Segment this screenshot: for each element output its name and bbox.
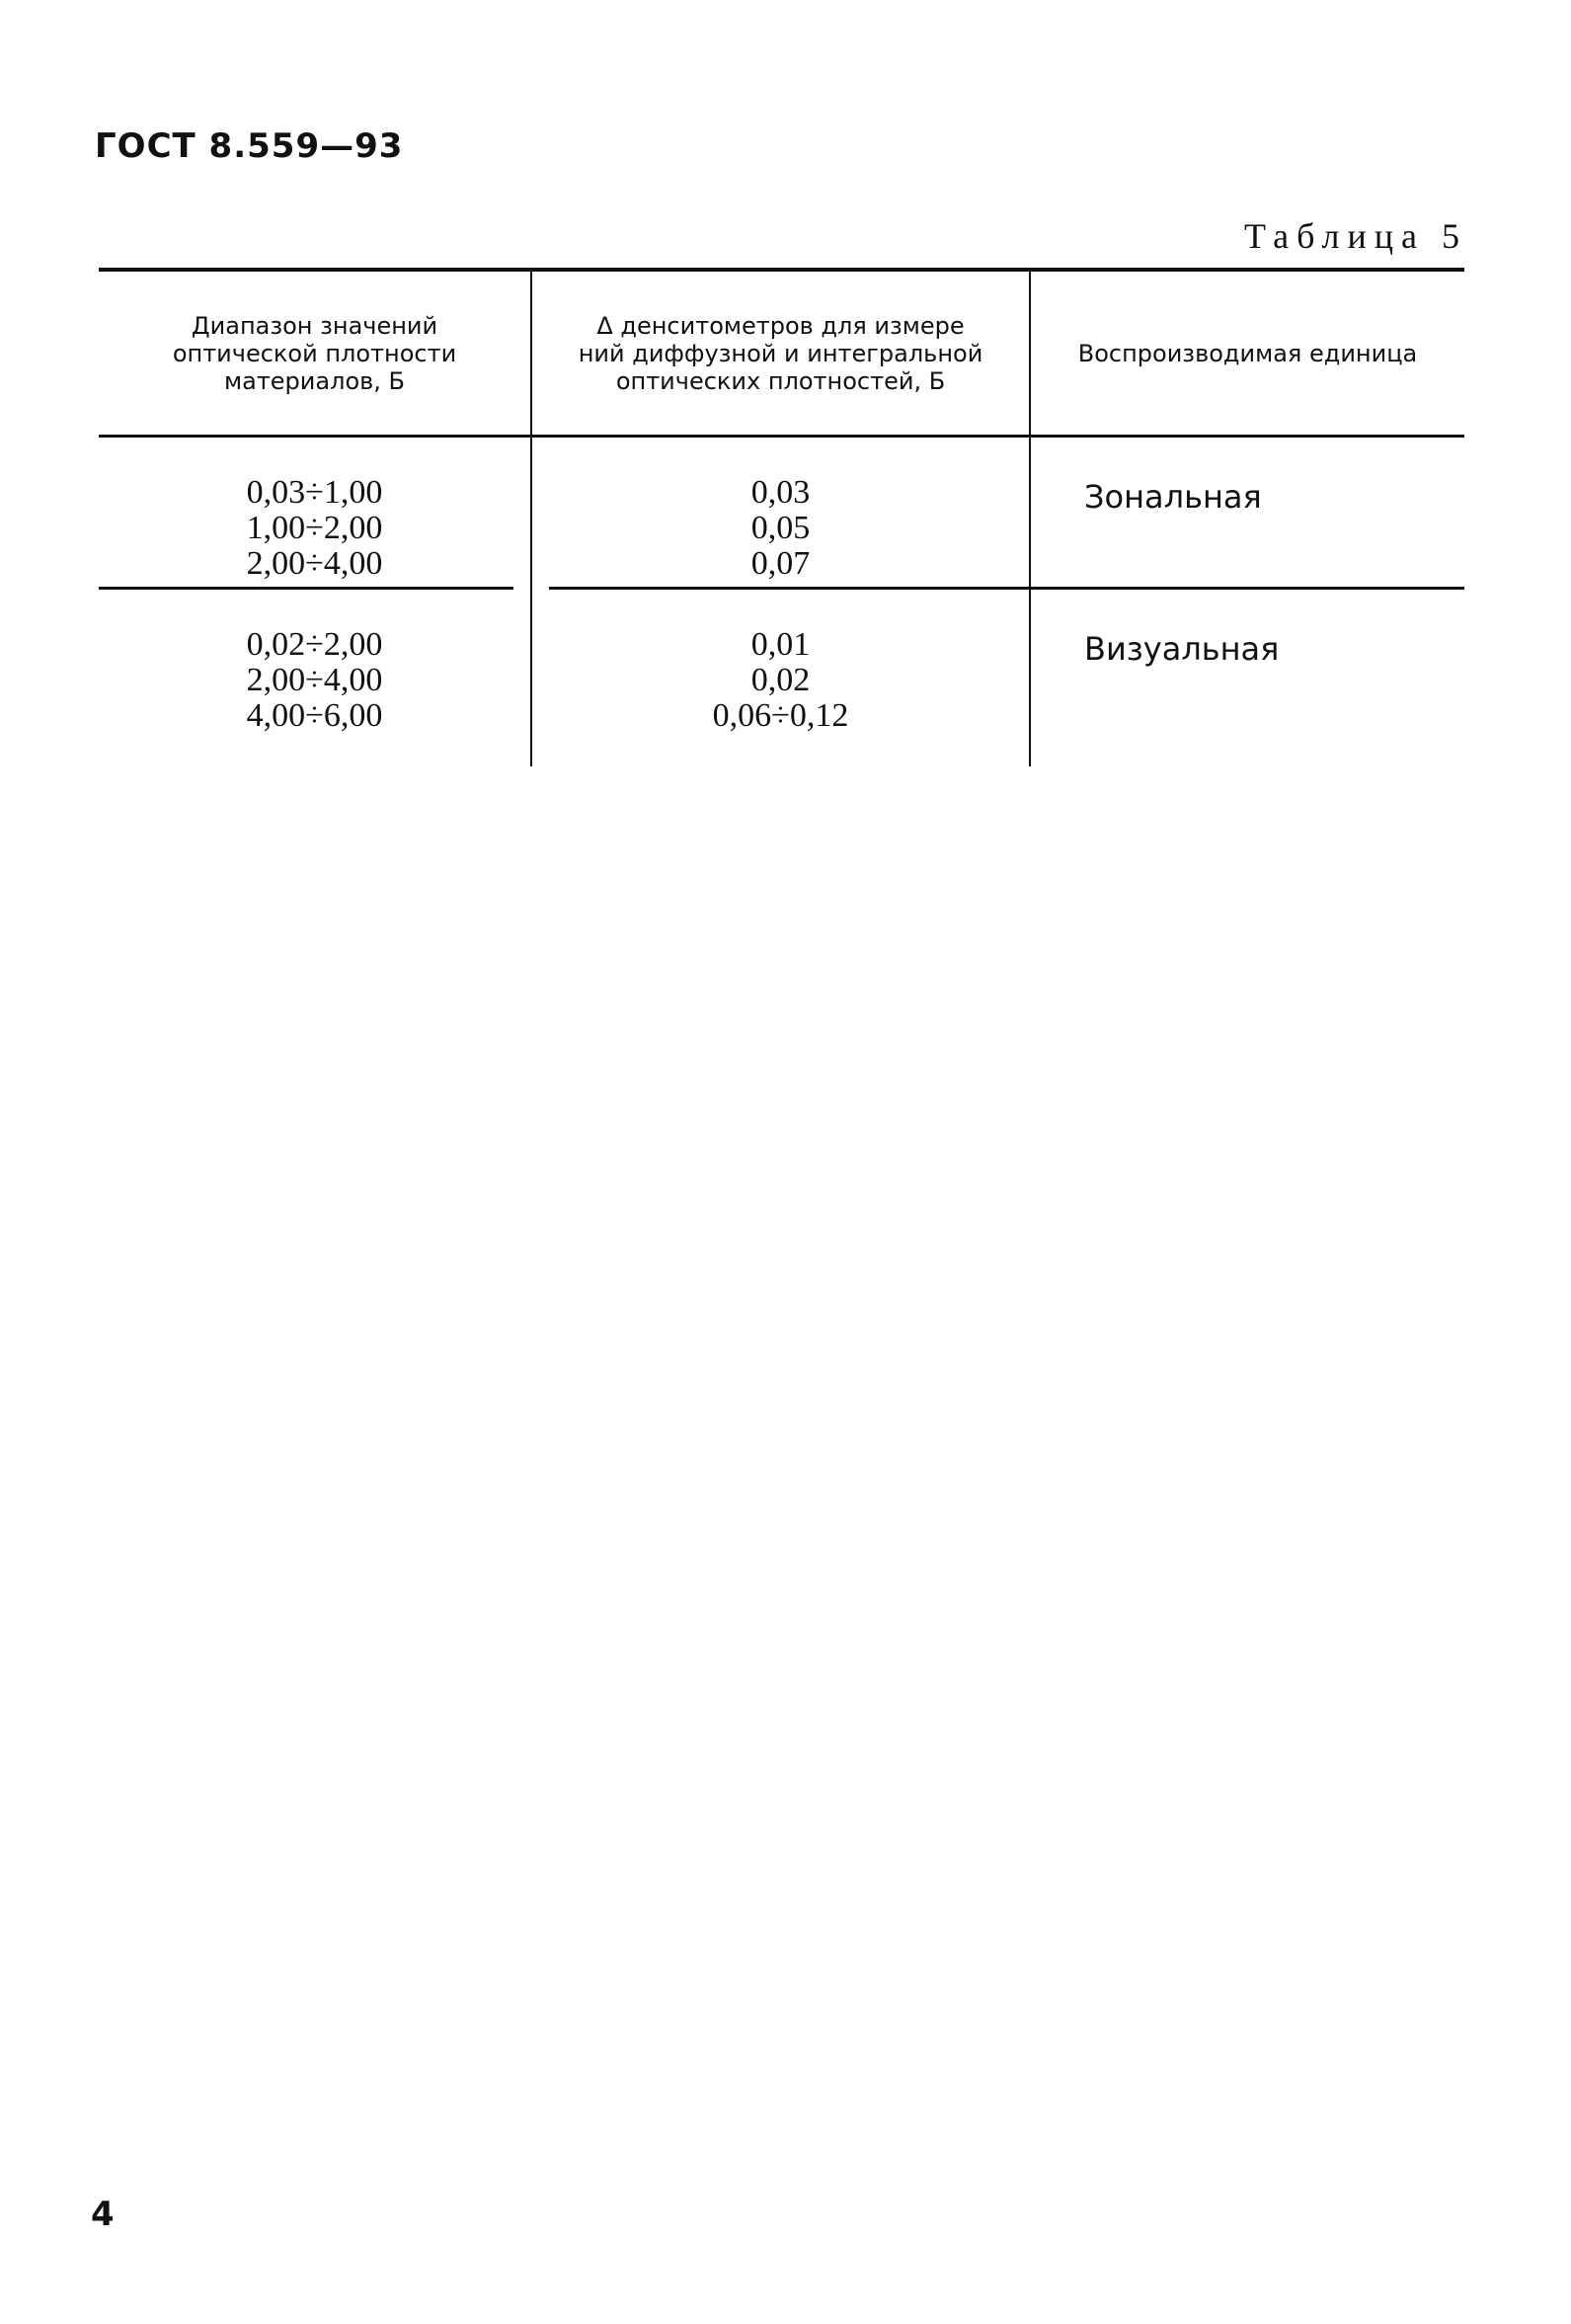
range-value: 2,00÷4,00: [246, 662, 383, 698]
delta-value: 0,01: [750, 626, 811, 663]
range-value: 0,03÷1,00: [246, 474, 383, 511]
delta-value: 0,05: [750, 510, 811, 546]
range-cell-group-2: [99, 627, 530, 734]
column-header-reproduced-unit: Воспроизводимая единица: [1077, 339, 1418, 367]
unit-label-zonal: Зональная: [1084, 478, 1262, 516]
delta-cell-group-2: [532, 627, 1029, 734]
range-value: 2,00÷4,00: [246, 545, 383, 582]
unit-label-visual: Визуальная: [1084, 630, 1280, 668]
delta-value: 0,03: [750, 474, 811, 511]
range-value: 0,02÷2,00: [246, 626, 383, 663]
range-value: 1,00÷2,00: [246, 510, 383, 546]
delta-value: 0,07: [750, 545, 811, 582]
page-number: 4: [91, 2195, 115, 2234]
delta-value: 0,06÷0,12: [712, 697, 849, 734]
delta-cell-group-1: [532, 475, 1029, 582]
column-header-densitometer-delta: Δ денситометров для измере ний диффузной и интегральной оптических плотностей, Б: [578, 311, 983, 395]
delta-value: 0,02: [750, 662, 811, 698]
range-value: 4,00÷6,00: [246, 697, 383, 734]
range-cell-group-1: [99, 475, 530, 582]
header-bottom-rule: [99, 435, 1464, 438]
group-divider-right: [549, 587, 1464, 590]
table-caption: Таблица 5: [1244, 216, 1467, 256]
column-header-density-range: Диапазон значений оптической плотности материалов, Б: [172, 311, 457, 395]
group-divider-left: [99, 587, 513, 590]
document-code: ГОСТ 8.559—93: [95, 126, 404, 166]
